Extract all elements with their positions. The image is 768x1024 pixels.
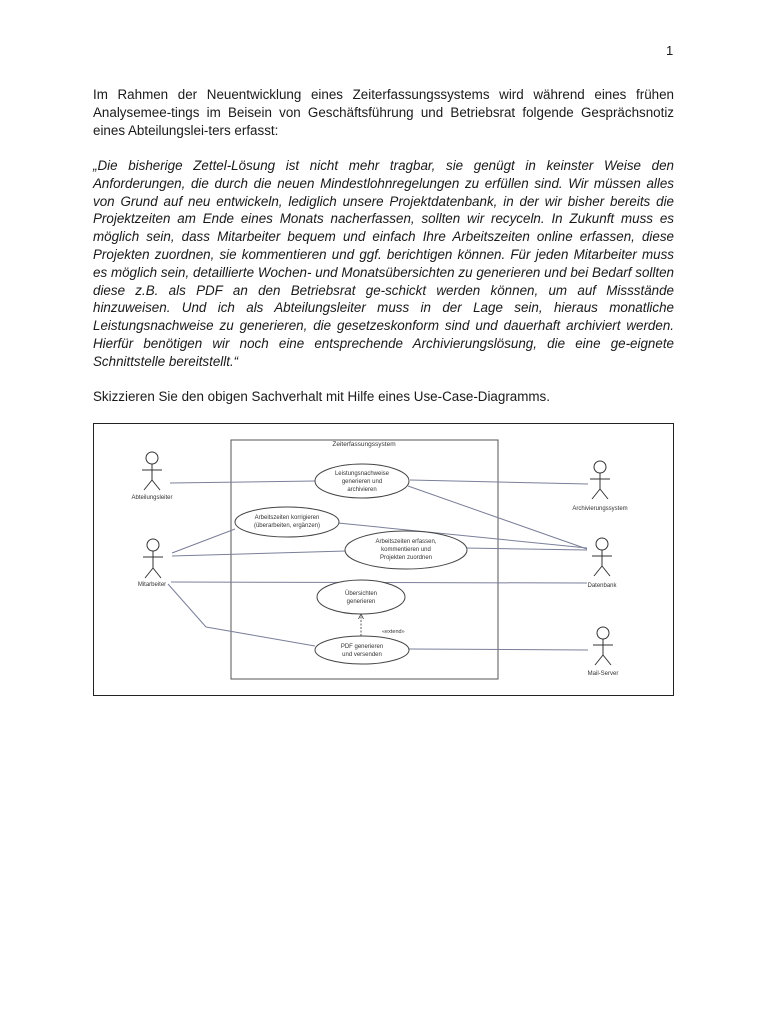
use-case-uebersichten xyxy=(317,580,405,614)
use-case-korrigieren-line-2: (überarbeiten, ergänzen) xyxy=(253,523,321,529)
use-case-korrigieren xyxy=(235,507,339,537)
use-case-diagram-canvas xyxy=(94,424,673,695)
use-case-pdf xyxy=(315,636,409,664)
line-mitarbeiter-erfassen xyxy=(172,551,346,556)
actor-abteilungsleiter-icon xyxy=(142,452,162,490)
use-case-leistungsnachweise-line-3: archivieren xyxy=(347,487,377,493)
use-case-erfassen-line-1: Arbeitszeiten erfassen, xyxy=(375,539,437,545)
line-mitarbeiter-pdf-1 xyxy=(168,584,206,627)
use-case-leistungsnachweise-line-2: generieren und xyxy=(341,479,383,485)
use-case-korrigieren-line-1: Arbeitszeiten korrigieren xyxy=(254,515,320,521)
actor-archivierungssystem-icon xyxy=(590,461,610,499)
use-case-erfassen xyxy=(345,531,467,569)
use-case-uebersichten-line-2: generieren xyxy=(346,599,376,605)
quote-paragraph: „Die bisherige Zettel-Lösung ist nicht mehr tragbar, sie genügt in keinster Weise den Anforderungen, die durch die neuen Mindestlohnregelungen zu erfüllen sind. Wir müssen alles von Grund auf neu entwickeln, lediglich unsere Projektdatenbank, in der wir bisher bereits die Projektzeiten am Ende eines Monats nacherfassen, sollten wir recyceln. In Zukunft muss es möglich sein, dass Mitarbeiter bequem und einfach Ihre Arbeitszeiten online erfassen, diese Projekten zuordnen, sie kommentieren und ggf. berichtigen können. Für jeden Mitarbeiter muss es möglich sein, detaillierte Wochen- und Monatsübersichten zu generieren und bei Bedarf sollten diese z.B. als PDF an den Betriebsrat ge-schickt werden können, um auf Missstände hinzuweisen. Und ich als Abteilungsleiter muss in der Lage sein, hieraus monatliche Leistungsnachweise zu generieren, die gesetzeskonform sind und dauerhaft archiviert werden. Hierfür benötigen wir noch eine entsprechende Archivierungslösung, die eine ge-eignete Schnittstelle bereitstellt.“ xyxy=(93,158,674,369)
actor-abteilungsleiter-label: Abteilungsleiter xyxy=(131,495,173,501)
page-number: 1 xyxy=(666,43,674,58)
line-leistungsnachweise-archivierungssystem xyxy=(410,480,588,484)
use-case-leistungsnachweise-line-1: Leistungsnachweise xyxy=(334,471,390,477)
actor-datenbank-label: Datenbank xyxy=(587,583,617,589)
use-case-erfassen-line-2: kommentieren und xyxy=(381,547,431,553)
task-paragraph: Skizzieren Sie den obigen Sachverhalt mit Hilfe eines Use-Case-Diagramms. xyxy=(93,389,550,404)
actor-mitarbeiter-label: Mitarbeiter xyxy=(137,582,167,588)
actor-datenbank-icon xyxy=(592,538,612,576)
intro-paragraph: Im Rahmen der Neuentwicklung eines Zeiterfassungssystems wird während eines frühen Analysemee-tings im Beisein von Geschäftsführung und Betriebsrat folgende Gesprächsnotiz eines Abteilungslei-ters erfasst: xyxy=(93,87,674,138)
line-erfassen-datenbank xyxy=(465,548,587,550)
system-title: Zeiterfassungssystem xyxy=(332,441,396,448)
use-case-pdf-line-1: PDF generieren xyxy=(340,644,384,650)
actor-archivierungssystem-label: Archivierungssystem xyxy=(572,506,628,512)
line-mitarbeiter-korrigieren xyxy=(172,529,235,553)
line-abteilungsleiter-leistungsnachweise xyxy=(170,481,315,483)
actor-mitarbeiter-icon xyxy=(143,539,163,578)
use-case-leistungsnachweise xyxy=(315,464,409,498)
use-case-uebersichten-line-1: Übersichten xyxy=(344,591,378,597)
actor-mail-server-label: Mail-Server xyxy=(587,671,619,677)
actor-mail-server-icon xyxy=(593,627,613,665)
extend-label: «extend» xyxy=(382,629,405,635)
line-mitarbeiter-pdf-2 xyxy=(206,627,315,646)
use-case-pdf-line-2: und versenden xyxy=(342,652,382,658)
use-case-erfassen-line-3: Projekten zuordnen xyxy=(379,555,433,561)
line-pdf-mailserver xyxy=(409,649,588,650)
use-case-diagram xyxy=(93,423,674,696)
